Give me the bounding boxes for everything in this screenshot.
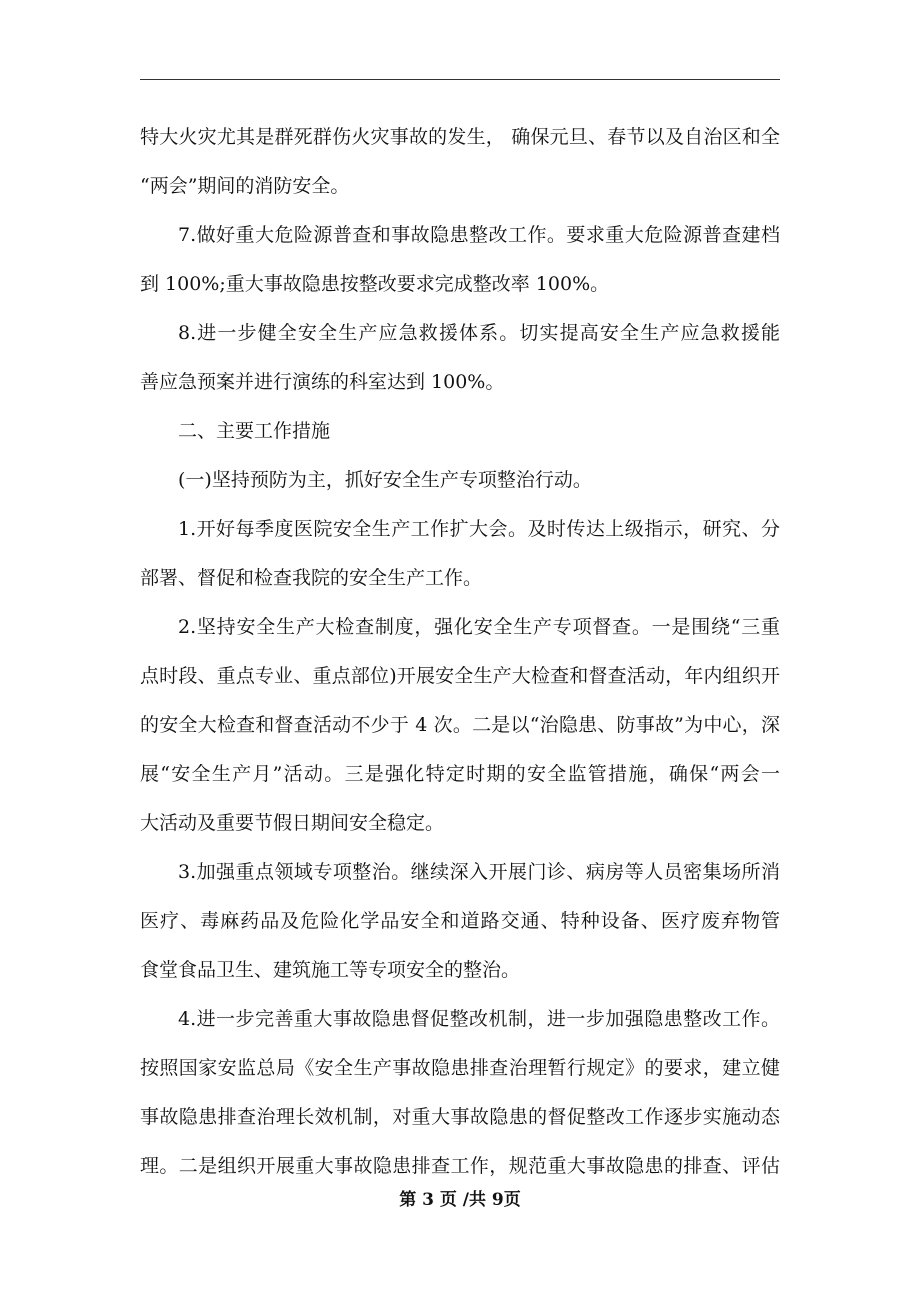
text-line: 的安全大检查和督查活动不少于 4 次。二是以“治隐患、防事故”为中心，深: [140, 714, 780, 736]
text-line: 食堂食品卫生、建筑施工等专项安全的整治。: [140, 959, 521, 981]
text-line: 理。二是组织开展重大事故隐患排查工作，规范重大事故隐患的排查、评估: [140, 1155, 780, 1177]
document-body: [140, 113, 780, 1191]
section-heading: 二、主要工作措施: [178, 420, 331, 442]
text-line: 大活动及重要节假日期间安全稳定。: [140, 812, 445, 834]
text-line: 3.加强重点领域专项整治。继续深入开展门诊、病房等人员密集场所消: [178, 861, 780, 883]
subsection-heading: (一)坚持预防为主，抓好安全生产专项整治行动。: [178, 469, 592, 491]
text-line: 医疗、毒麻药品及危险化学品安全和道路交通、特种设备、医疗废弃物管: [140, 910, 780, 932]
text-line: 1.开好每季度医院安全生产工作扩大会。及时传达上级指示，研究、分: [178, 518, 780, 540]
text-line: “两会”期间的消防安全。: [140, 175, 350, 197]
text-line: 部署、督促和检查我院的安全生产工作。: [140, 567, 483, 589]
text-line: 展“安全生产月”活动。三是强化特定时期的安全监管措施，确保“两会一: [140, 763, 780, 785]
text-line: 2.坚持安全生产大检查制度，强化安全生产专项督查。一是围绕“三重: [178, 616, 780, 638]
page-number: 第 3 页 /共 9页: [399, 1190, 521, 1210]
text-line: 特大火灾尤其是群死群伤火灾事故的发生， 确保元旦、春节以及自治区和全: [140, 126, 780, 148]
text-line: 8.进一步健全安全生产应急救援体系。切实提高安全生产应急救援能: [178, 322, 780, 344]
text-line: 事故隐患排查治理长效机制，对重大事故隐患的督促整改工作逐步实施动态: [140, 1106, 780, 1128]
text-line: 4.进一步完善重大事故隐患督促整改机制，进一步加强隐患整改工作。: [178, 1008, 780, 1030]
text-line: 7.做好重大危险源普查和事故隐患整改工作。要求重大危险源普查建档: [178, 224, 780, 246]
text-line: 到 100%;重大事故隐患按整改要求完成整改率 100%。: [140, 273, 610, 295]
text-line: 善应急预案并进行演练的科室达到 100%。: [140, 371, 505, 393]
header-rule: [140, 79, 780, 80]
text-line: 按照国家安监总局《安全生产事故隐患排查治理暂行规定》的要求，建立健: [140, 1057, 780, 1079]
text-line: 点时段、重点专业、重点部位)开展安全生产大检查和督查活动，年内组织开: [140, 665, 780, 687]
